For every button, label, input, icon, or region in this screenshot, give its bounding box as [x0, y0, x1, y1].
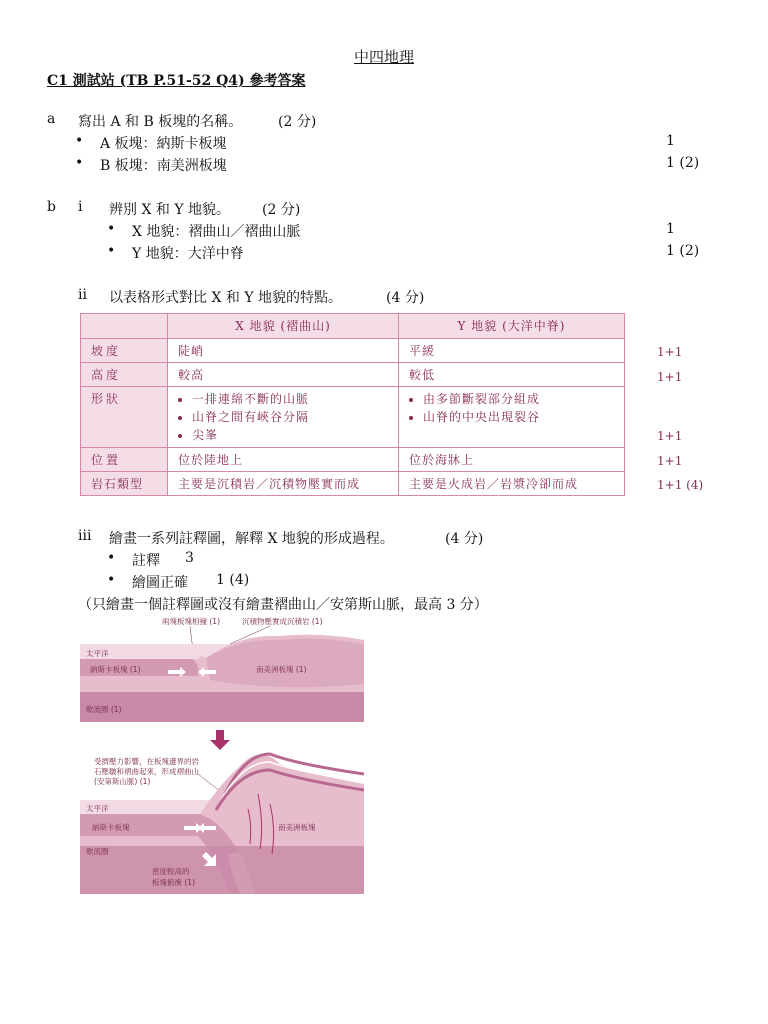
cell-x: 主要是沉積岩／沉積物壓實而成	[168, 472, 399, 496]
cell-x	[168, 387, 399, 448]
question-b-i-text: 辨別 X 和 Y 地貌。	[109, 202, 231, 218]
cell-y: 平緩	[399, 339, 625, 363]
label-nazca-2: 納斯卡板塊	[92, 823, 130, 832]
list-item: • 尖峯	[192, 426, 388, 443]
row-label: 位置	[81, 448, 168, 472]
table-row	[81, 472, 625, 496]
row-label: 高度	[81, 363, 168, 387]
answer-b-i-1: • X 地貌：褶曲山／褶曲山脈	[132, 221, 300, 241]
table-row	[81, 448, 625, 472]
answer-a-1-mark: 1	[666, 133, 675, 149]
label-southam-1: 南美洲板塊 (1)	[256, 665, 307, 674]
cell-y: 較低	[399, 363, 625, 387]
label-asthen-2: 軟流圈	[86, 847, 109, 856]
label-plates-collide: 兩塊板塊相撞 (1)	[162, 617, 221, 626]
table-row	[81, 387, 625, 448]
list-item: • 一排連綿不斷的山脈	[192, 390, 388, 407]
question-b-i-label: i	[78, 199, 83, 215]
label-note-line-3: (安第斯山脈) (1)	[94, 777, 151, 786]
answer-b-iii-2-mark: 1 (4)	[216, 572, 250, 588]
question-b-iii-text: 繪畫一系列註釋圖，解釋 X 地貌的形成過程。	[109, 531, 394, 547]
cell-y: 主要是火成岩／岩漿冷卻而成	[399, 472, 625, 496]
answer-b-iii-1-mark: 3	[185, 550, 194, 566]
cell-x: 位於陸地上	[168, 448, 399, 472]
answer-b-i-2: • Y 地貌：大洋中脊	[132, 243, 244, 263]
table-header-row	[81, 314, 625, 339]
table-header-x: X 地貌 (褶曲山)	[168, 314, 399, 339]
question-a-label: a	[47, 111, 56, 127]
cell-x: 較高	[168, 363, 399, 387]
question-b-iii-marks: (4 分)	[445, 531, 484, 547]
label-pacific-2: 太平洋	[86, 804, 109, 813]
question-b-ii-marks: (4 分)	[386, 290, 425, 306]
question-b-i-marks: (2 分)	[262, 202, 301, 218]
table-row	[81, 339, 625, 363]
table-mark: 1+1	[657, 370, 683, 384]
question-b-ii-text: 以表格形式對比 X 和 Y 地貌的特點。	[109, 290, 343, 306]
cell-y: 位於海牀上	[399, 448, 625, 472]
page-title: 中四地理	[353, 48, 414, 66]
table-mark: 1+1	[657, 429, 683, 443]
label-southam-2: 南美洲板塊	[278, 823, 316, 832]
list-item: • 由多節斷裂部分組成	[423, 390, 614, 407]
question-b-label: b	[47, 199, 56, 215]
question-a-text: 寫出 A 和 B 板塊的名稱。	[78, 114, 243, 130]
cell-y	[399, 387, 625, 448]
label-sediment-compact: 沉積物壓實成沉積岩 (1)	[242, 617, 323, 626]
table-mark: 1+1	[657, 454, 683, 468]
answer-b-i-1-mark: 1	[666, 221, 675, 237]
answer-b-iii-1: • 註釋	[132, 550, 160, 570]
question-b-iii-label: iii	[78, 528, 92, 544]
row-label: 坡度	[81, 339, 168, 363]
question-b-iii-note: （只繪畫一個註釋圖或沒有繪畫褶曲山／安第斯山脈，最高 3 分）	[78, 597, 488, 613]
label-subduct-1: 密度較高的	[152, 867, 190, 876]
answer-b-i-2-mark: 1 (2)	[666, 243, 700, 259]
answer-a-2-mark: 1 (2)	[666, 155, 700, 171]
label-nazca-1: 納斯卡板塊 (1)	[90, 665, 141, 674]
table-header-y: Y 地貌 (大洋中脊)	[399, 314, 625, 339]
table-mark: 1+1	[657, 345, 683, 359]
question-a-marks: (2 分)	[278, 114, 317, 130]
list-item: • 山脊的中央出現裂谷	[423, 408, 614, 425]
label-asthen-1: 軟流圈 (1)	[86, 705, 122, 714]
fold-mountain-diagram	[80, 614, 364, 894]
table-row	[81, 363, 625, 387]
label-note-line-2: 石壓皺和褶曲起來，形成褶曲山	[94, 767, 199, 776]
table-mark: 1+1 (4)	[657, 478, 704, 492]
cell-x: 陡峭	[168, 339, 399, 363]
list-item: • 山脊之間有峽谷分隔	[192, 408, 388, 425]
row-label: 岩石類型	[81, 472, 168, 496]
answer-a-1: • A 板塊：納斯卡板塊	[100, 133, 227, 153]
label-note-line-1: 受擠壓力影響，在板塊邊界的岩	[94, 757, 199, 766]
label-pacific-1: 太平洋	[86, 649, 109, 658]
comparison-table	[80, 313, 625, 496]
answer-heading: C1 測試站 (TB P.51-52 Q4) 參考答案	[47, 73, 306, 89]
row-label: 形狀	[81, 387, 168, 448]
table-header-empty	[81, 314, 168, 339]
answer-b-iii-2: • 繪圖正確	[132, 572, 188, 592]
arrow-down-icon	[210, 730, 230, 750]
label-subduct-2: 板塊俯衝 (1)	[152, 878, 196, 887]
question-b-ii-label: ii	[78, 287, 87, 303]
answer-a-2: • B 板塊：南美洲板塊	[100, 155, 227, 175]
